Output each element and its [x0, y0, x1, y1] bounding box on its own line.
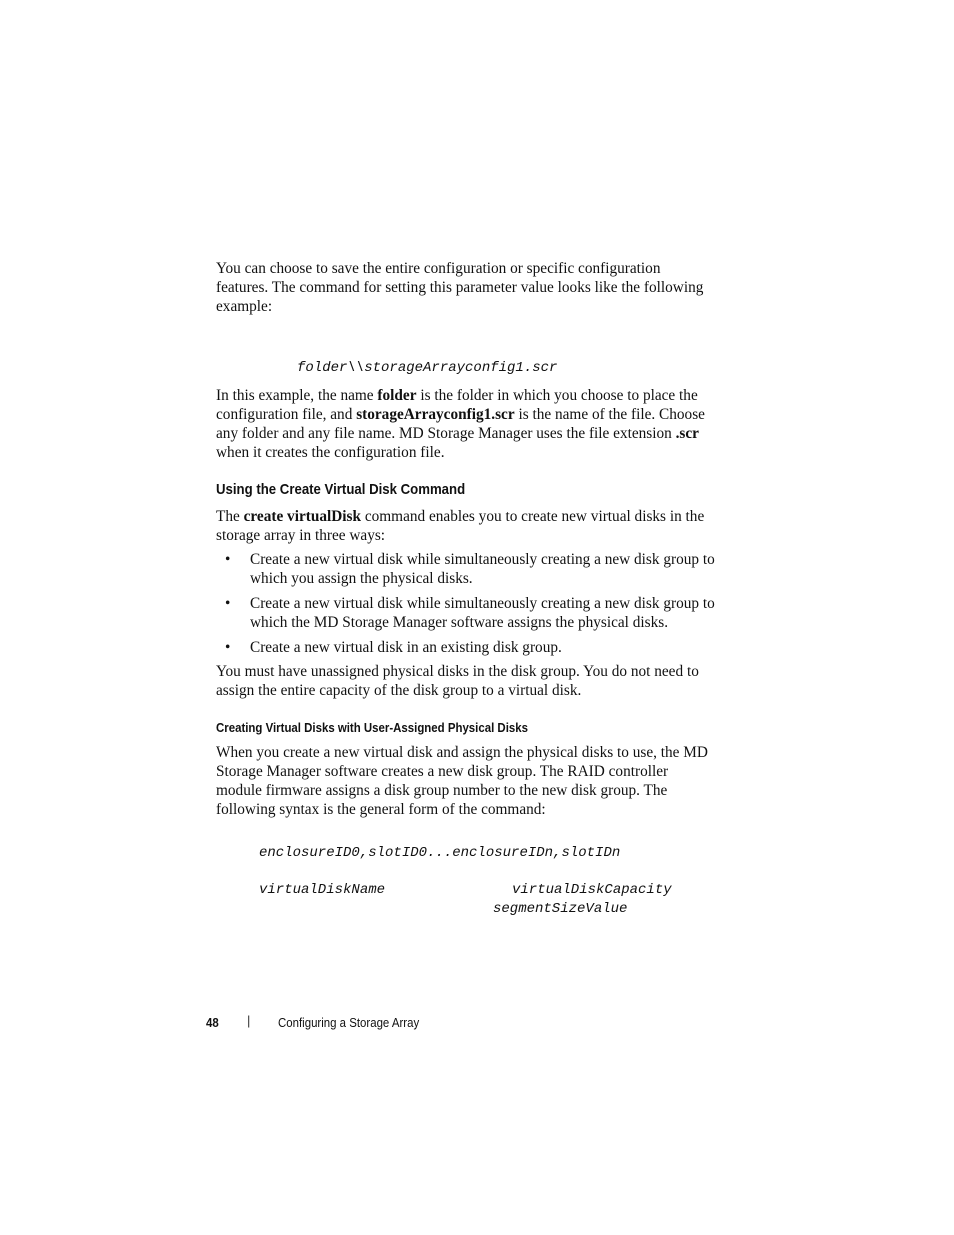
example-paragraph	[216, 386, 716, 462]
intro-paragraph: You can choose to save the entire configuration or specific configuration features. The command for setting this parameter value looks like the following example:	[216, 260, 704, 315]
section-intro-paragraph	[216, 507, 716, 545]
example-bold-extension: .scr	[675, 425, 699, 442]
footer-separator: |	[247, 1013, 251, 1028]
example-text-3: is the name of the file. Choose any folder and any file name. MD Storage Manager uses the file extension	[216, 406, 705, 442]
section-intro-command: create virtualDisk	[243, 508, 362, 525]
bullet-icon: •	[225, 595, 231, 612]
list-item	[216, 594, 716, 632]
ways-bullet-list	[216, 550, 716, 663]
list-item	[216, 638, 716, 657]
bullet-icon: •	[225, 639, 231, 656]
syntax-segment-size: segmentSizeValue	[493, 901, 628, 917]
page-number: 48	[206, 1015, 219, 1030]
example-text-1: In this example, the name	[216, 387, 378, 404]
subsection-paragraph: When you create a new virtual disk and assign the physical disks to use, the MD Storage Manager software creates a new disk group. The RAID controller module firmware assigns a disk group number to the new disk group. The following syntax is the general form of the command:	[216, 744, 708, 818]
section-heading: Using the Create Virtual Disk Command	[216, 481, 466, 498]
list-item	[216, 550, 716, 588]
example-bold-folder: folder	[377, 387, 417, 404]
bullet-text: Create a new virtual disk in an existing disk group.	[250, 639, 562, 656]
syntax-virtual-disk-capacity: virtualDiskCapacity	[512, 882, 672, 898]
bullet-text: Create a new virtual disk while simultaneously creating a new disk group to which you assign the physical disks.	[250, 551, 715, 587]
footer-chapter-title: Configuring a Storage Array	[278, 1015, 420, 1030]
unassigned-paragraph: You must have unassigned physical disks in the disk group. You do not need to assign the entire capacity of the disk group to a virtual disk.	[216, 663, 699, 699]
section-intro-text-2: command enables you to create new virtual disks in the storage array in three ways:	[216, 508, 705, 544]
section-intro-text-1: The	[216, 508, 244, 525]
subsection-heading: Creating Virtual Disks with User-Assigned Physical Disks	[216, 720, 528, 735]
example-text-2: is the folder in which you choose to place the configuration file, and	[216, 387, 698, 423]
bullet-text: Create a new virtual disk while simultaneously creating a new disk group to which the MD Storage Manager software assigns the physical disks.	[250, 595, 715, 631]
example-bold-filename: storageArrayconfig1.scr	[356, 406, 515, 423]
example-text-4: when it creates the configuration file.	[216, 444, 445, 461]
syntax-line-1: enclosureID0,slotID0...enclosureIDn,slotIDn	[259, 845, 621, 861]
syntax-virtual-disk-name: virtualDiskName	[259, 882, 386, 898]
bullet-icon: •	[225, 551, 231, 568]
code-example-file-path: folder\\storageArrayconfig1.scr	[297, 360, 558, 376]
